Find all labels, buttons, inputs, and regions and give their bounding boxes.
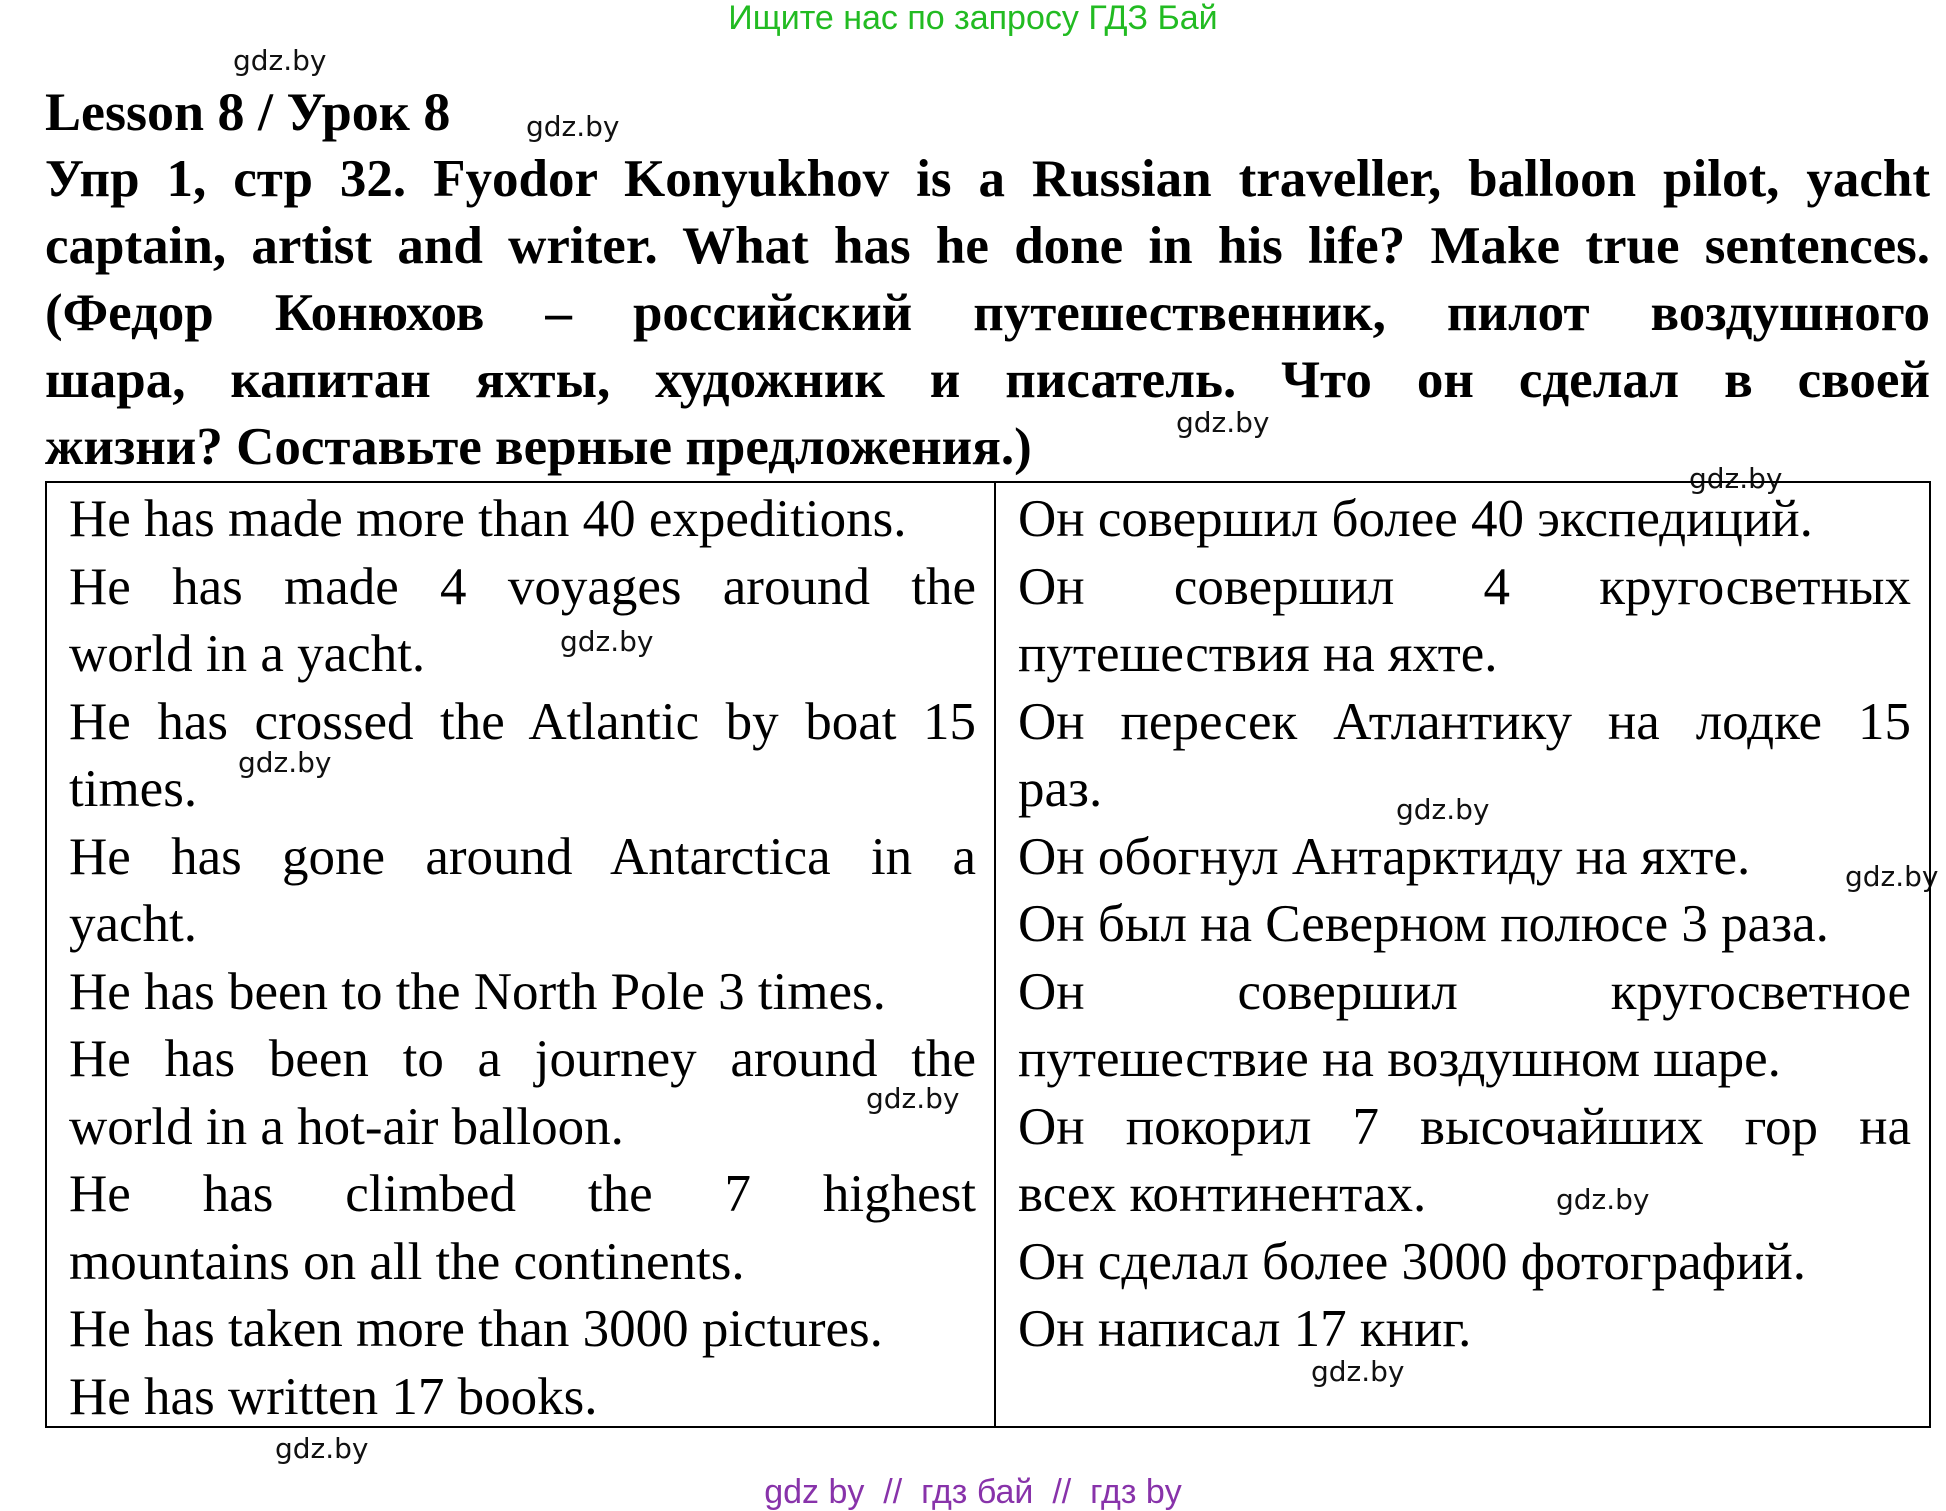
sentence-line: He has made more than 40 expeditions. (69, 490, 907, 548)
sentence-line: Он совершил более 40 экспедиций. (1018, 490, 1813, 548)
lesson-title: Lesson 8 / Урок 8 (45, 82, 451, 142)
watermark: gdz.by (526, 110, 620, 143)
english-sentence (69, 959, 976, 1027)
sentence-line: путешествия на яхте. (1018, 625, 1498, 683)
sentence-line: world in a yacht. (69, 625, 426, 683)
russian-sentence (1018, 689, 1911, 824)
sentence-line: Он обогнул Антарктиду на яхте. (1018, 827, 1751, 886)
sentence-line: times. (69, 760, 198, 818)
task-line: жизни? Составьте верные предложения.) (45, 418, 1032, 476)
english-sentence (69, 486, 976, 554)
english-sentence (69, 1364, 976, 1432)
sentence-line: Он сделал более 3000 фотографий. (1018, 1232, 1806, 1291)
task-line: (Федор Конюхов – российский путешественник, пилот воздушного (45, 284, 1930, 342)
task-line: captain, artist and writer. What has he done in his life? Make true sentences. (45, 217, 1930, 275)
watermark: gdz.by (1396, 793, 1490, 826)
english-column (47, 483, 996, 1426)
english-sentence (69, 824, 976, 959)
watermark: gdz.by (1845, 860, 1939, 893)
russian-sentence (1018, 824, 1911, 892)
english-sentence (69, 1161, 976, 1296)
answer-table (45, 481, 1931, 1428)
sentence-line: He has written 17 books. (69, 1367, 598, 1426)
sentence-line: Он совершил 4 кругосветных (1018, 557, 1911, 616)
russian-sentence (1018, 554, 1911, 689)
russian-sentence (1018, 1094, 1911, 1229)
watermark: gdz.by (1311, 1355, 1405, 1388)
footer-links: gdz by // гдз бай // гдз by (764, 1473, 1182, 1511)
sentence-line: world in a hot-air balloon. (69, 1097, 624, 1156)
sentence-line: Он был на Северном полюсе 3 раза. (1018, 895, 1829, 953)
task-description (45, 146, 1930, 481)
watermark: gdz.by (238, 746, 332, 779)
sentence-line: He has climbed the 7 highest (69, 1165, 976, 1223)
russian-sentence (1018, 486, 1911, 554)
russian-sentence (1018, 1296, 1911, 1364)
sentence-line: путешествие на воздушном шаре. (1018, 1030, 1781, 1088)
watermark: gdz.by (275, 1432, 369, 1465)
sentence-line: He has crossed the Atlantic by boat 15 (69, 692, 976, 751)
sentence-line: yacht. (69, 895, 198, 953)
sentence-line: Он покорил 7 высочайших гор на (1018, 1097, 1911, 1156)
russian-sentence (1018, 1229, 1911, 1297)
sentence-line: Он совершил кругосветное (1018, 962, 1911, 1021)
task-line: Упр 1, стр 32. Fyodor Konyukhov is a Russian traveller, balloon pilot, yacht (45, 150, 1930, 208)
sentence-line: He has gone around Antarctica in a (69, 827, 976, 886)
watermark: gdz.by (866, 1082, 960, 1115)
sentence-line: He has been to the North Pole 3 times. (69, 962, 886, 1021)
watermark: gdz.by (1556, 1183, 1650, 1216)
english-sentence (69, 554, 976, 689)
watermark: gdz.by (233, 44, 327, 77)
russian-sentence (1018, 891, 1911, 959)
sentence-line: раз. (1018, 760, 1103, 818)
sentence-line: Он пересек Атлантику на лодке 15 (1018, 692, 1911, 751)
sentence-line: mountains on all the continents. (69, 1232, 745, 1291)
russian-column (996, 483, 1931, 1426)
watermark: gdz.by (1176, 406, 1270, 439)
task-line: шара, капитан яхты, художник и писатель. Что он сделал в своей (45, 351, 1930, 409)
english-sentence (69, 689, 976, 824)
sentence-line: всех континентах. (1018, 1165, 1427, 1223)
english-sentence (69, 1296, 976, 1364)
watermark: gdz.by (560, 625, 654, 658)
sentence-line: He has taken more than 3000 pictures. (69, 1300, 883, 1358)
russian-sentence (1018, 959, 1911, 1094)
sentence-line: Он написал 17 книг. (1018, 1300, 1472, 1358)
watermark: gdz.by (1689, 462, 1783, 495)
sentence-line: He has made 4 voyages around the (69, 557, 976, 616)
english-sentence (69, 1026, 976, 1161)
sentence-line: He has been to a journey around the (69, 1030, 976, 1088)
header-banner: Ищите нас по запросу ГДЗ Бай (728, 0, 1218, 37)
